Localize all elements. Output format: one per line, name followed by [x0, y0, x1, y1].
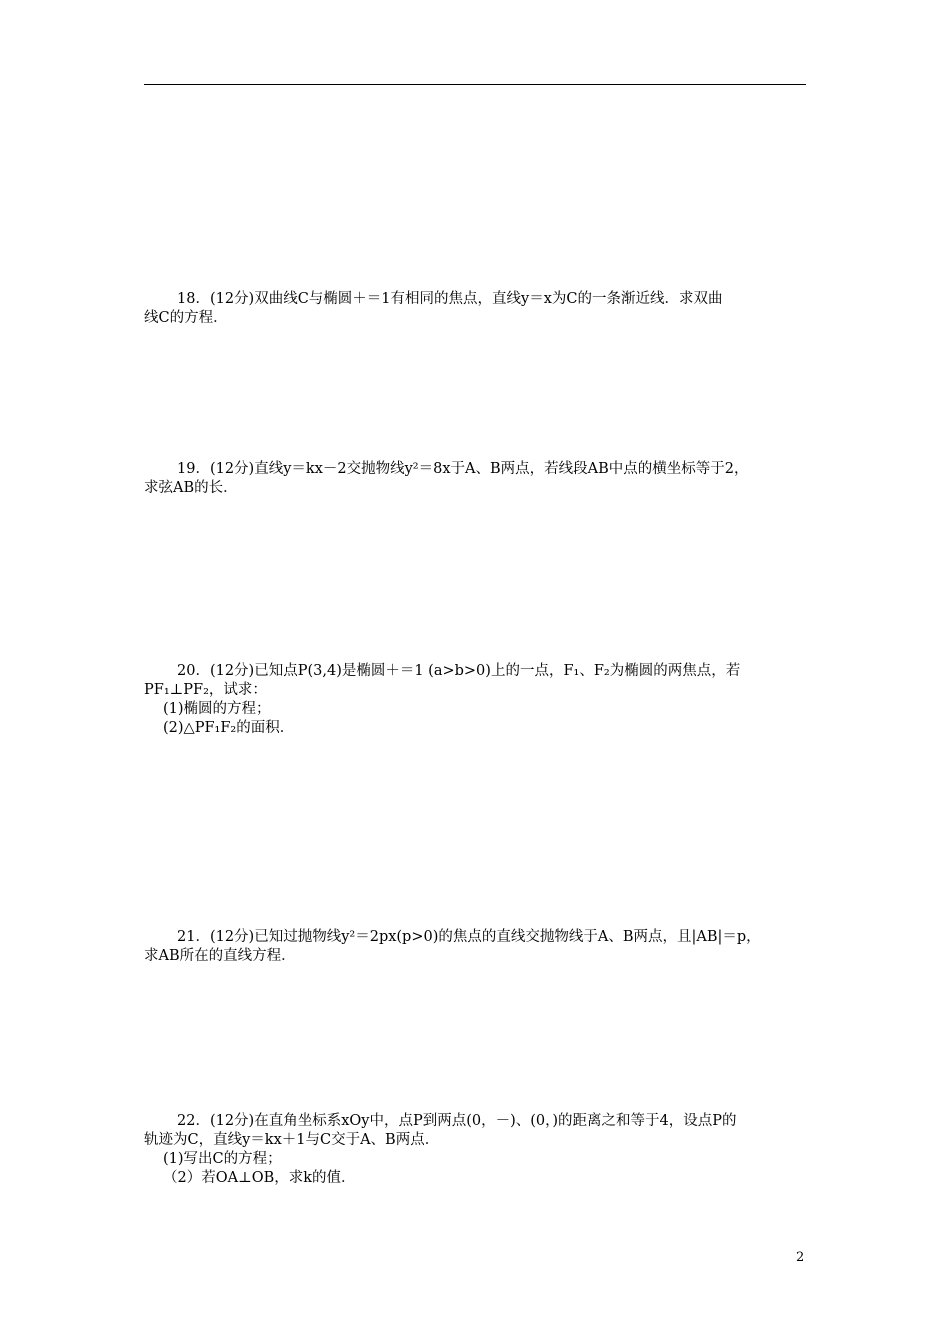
- problem-19: [144, 460, 806, 498]
- problem-21: [144, 928, 806, 966]
- problem-20: [144, 662, 806, 738]
- problem-line: PF₁⊥PF₂，试求：: [144, 682, 267, 698]
- problem-line: 20．(12分)已知点P(3,4)是椭圆＋＝1 (a>b>0)上的一点，F₁、F₂为椭圆的两焦点，若: [177, 663, 741, 679]
- problem-18: [144, 290, 806, 328]
- problem-line: 求弦AB的长．: [144, 480, 238, 496]
- problem-line: 线C的方程．: [144, 310, 228, 326]
- problem-22: [144, 1112, 806, 1188]
- page-number: 2: [796, 1250, 805, 1265]
- subquestion-2: （2）若OA⊥OB，求k的值．: [163, 1170, 356, 1186]
- problem-line: 轨迹为C，直线y＝kx＋1与C交于A、B两点．: [144, 1132, 440, 1148]
- header-rule: [144, 84, 806, 85]
- subquestion-1: (1)椭圆的方程；: [163, 701, 271, 717]
- problem-line: 18．(12分)双曲线C与椭圆＋＝1有相同的焦点，直线y＝x为C的一条渐近线．求双曲: [177, 291, 723, 307]
- problem-line: 21．(12分)已知过抛物线y²＝2px(p>0)的焦点的直线交抛物线于A、B两点，且|AB|＝p，: [177, 929, 761, 945]
- problem-line: 22．(12分)在直角坐标系xOy中，点P到两点(0，－)、(0，)的距离之和等于4，设点P的: [177, 1113, 737, 1129]
- problem-line: 19．(12分)直线y＝kx－2交抛物线y²＝8x于A、B两点，若线段AB中点的横坐标等于2，: [177, 461, 749, 477]
- subquestion-1: (1)写出C的方程；: [163, 1151, 282, 1167]
- problem-line: 求AB所在的直线方程．: [144, 948, 296, 964]
- subquestion-2: (2)△PF₁F₂的面积．: [163, 720, 295, 736]
